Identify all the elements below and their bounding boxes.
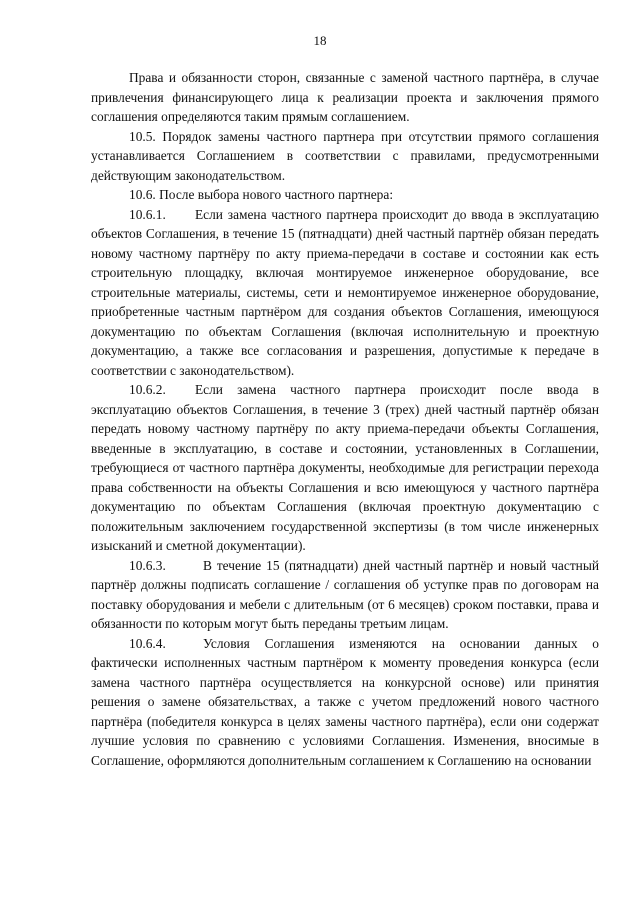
paragraph-10-6-3: [91, 556, 599, 634]
paragraph-10-6-1: [91, 205, 599, 381]
document-body: [91, 68, 599, 770]
paragraph-10-6-4: [91, 634, 599, 771]
paragraph-text: 10.5. Порядок замены частного партнера при отсутствии прямого соглашения устанавливается Соглашением в соответствии с правилами, предусмотренными действующим законодательством.: [91, 128, 599, 183]
paragraph-direct-agreement: [91, 68, 599, 127]
paragraph-10-5: [91, 127, 599, 186]
clause-number: 10.6.1.: [129, 206, 166, 222]
clause-number: 10.6.4.: [129, 635, 166, 651]
clause-number: 10.6.2.: [129, 382, 166, 397]
paragraph-text: Если замена частного партнера происходит до ввода в эксплуатацию объектов Соглашения, в течение 15 (пятнадцати) дней частный партнёр обязан передать новому частному партнёру по акту приема-передачи в составе и состоянии как есть строительную площадку, включая монтируемое инженерное оборудование, все строительные материалы, системы, сети и немонтируемое инженерное оборудование, приобретенные частным партнёром для создания объектов Соглашения, имеющуюся документацию по объектам Соглашения (включая исполнительную и проектную документацию, а также все согласования и разрешения, допустимые к передаче в соответствии с законодательством).: [91, 206, 599, 378]
paragraph-10-6-2: [91, 380, 599, 556]
paragraph-text: 10.6. После выбора нового частного партнера:: [129, 187, 394, 202]
paragraph-text: Права и обязанности сторон, связанные с заменой частного партнёра, в случае привлечения финансирующего лица к реализации проекта и заключения прямого соглашения определяются таким прямым соглашением.: [91, 70, 599, 124]
paragraph-text: В течение 15 (пятнадцати) дней частный партнёр и новый частный партнёр должны подписать соглашение / соглашения об уступке прав по договорам на поставку оборудования и мебели с длительным (от 6 месяцев) сроком поставки, права и обязанности по которым могут быть переданы третьим лицам.: [91, 557, 599, 631]
paragraph-text: Условия Соглашения изменяются на основании данных о фактически исполненных частным партнёром к моменту проведения конкурса (если замена частного партнёра осуществляется на конкурсной основе) или принятия решения о замене обязательствах, а также с учетом предложений нового частного партнёра (победителя конкурса в целях замены частного партнёра), если они содержат лучшие условия по сравнению с условиями Соглашения. Изменения, вносимые в Соглашение, оформляются дополнительным соглашением к Соглашению на основании: [91, 635, 599, 768]
paragraph-10-6: [91, 185, 599, 205]
page-number: 18: [313, 33, 327, 48]
clause-number: 10.6.3.: [129, 557, 166, 573]
paragraph-text: Если замена частного партнера происходит после ввода в эксплуатацию объектов Соглашения, в течение 3 (трех) дней частный партнёр обязан передать новому частному партнёру по акту приема-передачи объекты Соглашения, введенные в эксплуатацию, в составе и состоянии, установленных в Соглашении, требующиеся от частного партнёра документы, необходимые для регистрации перехода права собственности на объекты Соглашения и всю имеющуюся у частного партнёра документацию по объектам Соглашения (включая проектную документацию с положительным заключением государственной экспертизы (в том числе инженерных изысканий и сметной документации).: [91, 382, 599, 553]
